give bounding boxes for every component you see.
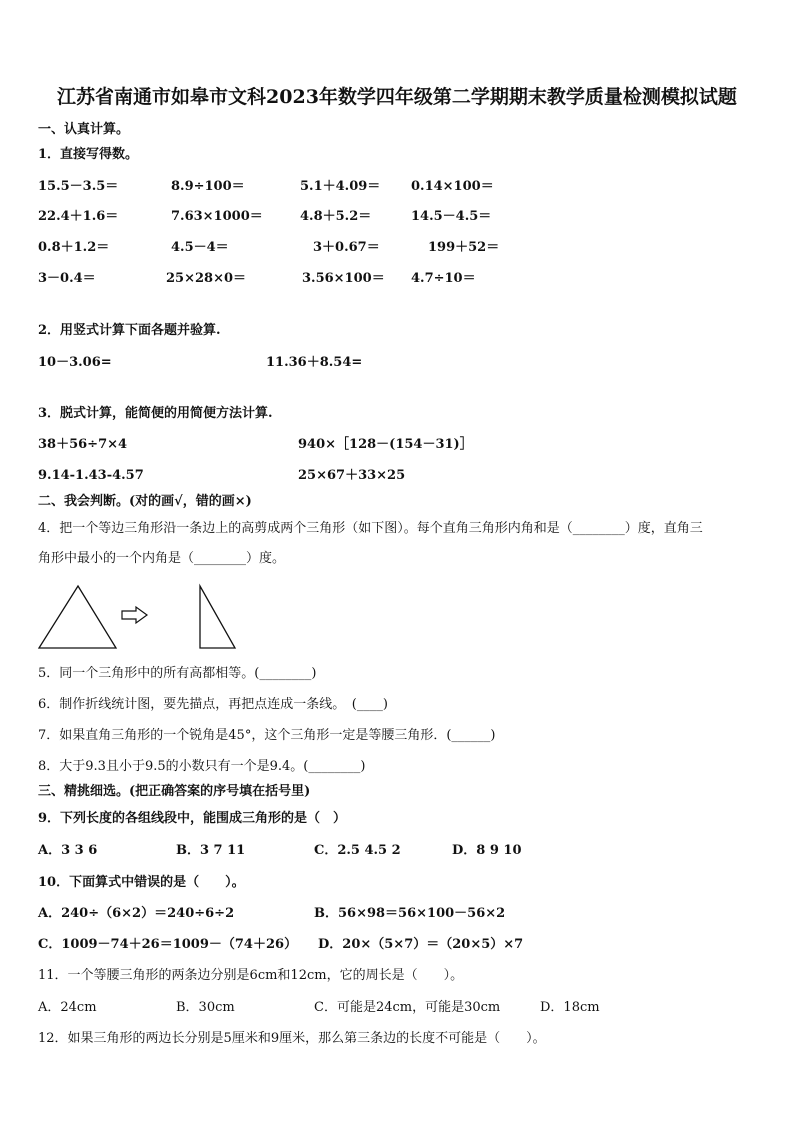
q10-option-b: B．56×98＝56×100－56×2 [314,906,506,921]
q1-item: 4.7÷10＝ [411,271,476,286]
arrow-right-icon [120,605,150,625]
question-7: 7．如果直角三角形的一个锐角是45°，这个三角形一定是等腰三角形．(______) [38,728,496,743]
q3-item: 940×［128－(154－31)］ [298,437,473,452]
q1-item: 4.8＋5.2＝ [300,209,372,224]
q1-item: 3.56×100＝ [302,271,385,286]
section-3-heading: 三、精挑细选。(把正确答案的序号填在括号里) [38,784,311,799]
q2-item: 10－3.06= [38,355,112,370]
q1-item: 25×28×0＝ [166,271,247,286]
question-3-prompt: 3．脱式计算，能简便的用简便方法计算. [38,406,273,421]
q1-item: 3＋0.67＝ [313,240,380,255]
question-4-line-2: 角形中最小的一个内角是（________）度。 [38,551,286,566]
q11-option-c: C．可能是24cm，可能是30cm [314,1000,501,1015]
q9-option-a: A．3 3 6 [38,843,98,858]
q10-option-d: D．20×（5×7）＝（20×5）×7 [318,937,524,952]
q9-option-b: B．3 7 11 [176,843,246,858]
q11-option-a: A．24cm [38,1000,97,1015]
q10-option-c: C．1009－74＋26＝1009－（74＋26） [38,937,298,952]
q1-item: 0.8＋1.2＝ [38,240,110,255]
q3-item: 9.14-1.43-4.57 [38,468,144,483]
section-1-heading: 一、认真计算。 [38,122,130,137]
question-2-prompt: 2．用竖式计算下面各题并验算. [38,323,221,338]
section-2-heading: 二、我会判断。(对的画√，错的画×) [38,494,252,509]
question-9-prompt: 9．下列长度的各组线段中，能围成三角形的是（ ） [38,811,347,826]
q3-item: 25×67＋33×25 [298,468,406,483]
q11-option-d: D．18cm [540,1000,600,1015]
question-4-line-1: 4．把一个等边三角形沿一条边上的高剪成两个三角形（如下图）。每个直角三角形内角和是（________）度，直角三 [38,521,703,536]
q1-item: 15.5－3.5＝ [38,179,119,194]
q1-item: 199＋52＝ [428,240,500,255]
q10-option-a: A．240÷（6×2）＝240÷6÷2 [38,906,235,921]
right-triangle-figure [196,583,240,651]
q9-option-c: C．2.5 4.5 2 [314,843,401,858]
q3-item: 38＋56÷7×4 [38,437,128,452]
q11-option-b: B．30cm [176,1000,235,1015]
q2-item: 11.36＋8.54= [266,355,363,370]
q1-item: 8.9÷100＝ [171,179,245,194]
question-11-prompt: 11．一个等腰三角形的两条边分别是6cm和12cm，它的周长是（ ）。 [38,968,464,983]
q1-item: 3－0.4＝ [38,271,96,286]
q1-item: 22.4＋1.6＝ [38,209,119,224]
q1-item: 14.5－4.5＝ [411,209,492,224]
page-title: 江苏省南通市如皋市文科2023年数学四年级第二学期期末教学质量检测模拟试题 [57,86,737,108]
q1-item: 4.5－4＝ [171,240,229,255]
question-5: 5．同一个三角形中的所有高都相等。(________) [38,666,317,681]
question-10-prompt: 10．下面算式中错误的是（ ）。 [38,875,245,890]
equilateral-triangle-figure [36,583,120,651]
q1-item: 5.1＋4.09＝ [300,179,381,194]
question-6: 6．制作折线统计图，要先描点，再把点连成一条线。 (____) [38,697,388,712]
question-8: 8．大于9.3且小于9.5的小数只有一个是9.4。(________) [38,759,366,774]
q1-item: 0.14×100＝ [411,179,494,194]
q1-item: 7.63×1000＝ [171,209,263,224]
q9-option-d: D．8 9 10 [452,843,522,858]
question-12: 12．如果三角形的两边长分别是5厘米和9厘米，那么第三条边的长度不可能是（ ）。 [38,1031,546,1046]
question-1-prompt: 1．直接写得数。 [38,147,139,162]
